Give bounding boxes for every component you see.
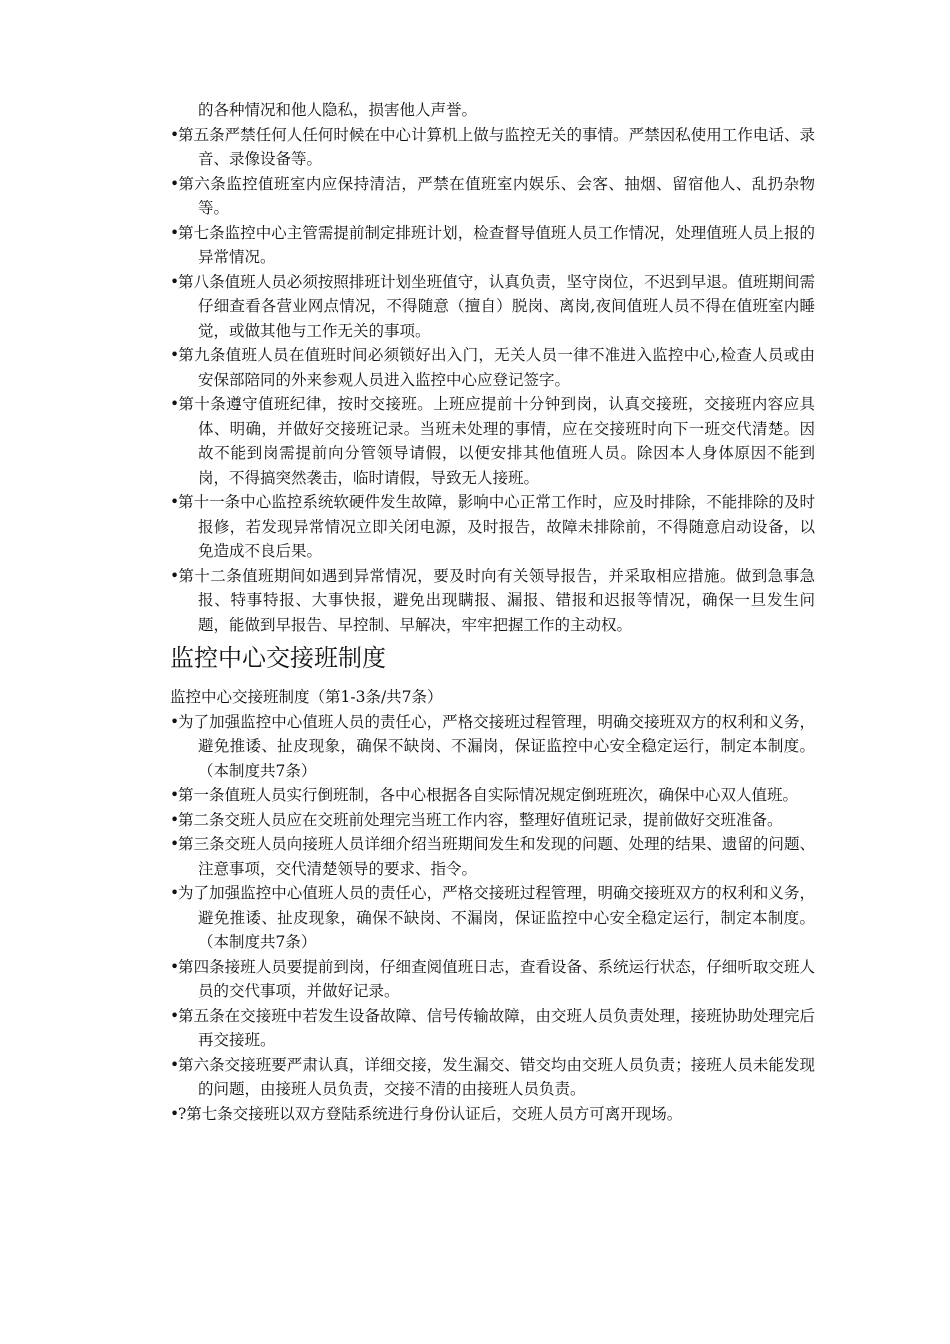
duty-rules-section bbox=[170, 98, 815, 637]
section-subheading: 监控中心交接班制度（第1-3条/共7条） bbox=[170, 688, 443, 706]
list-item bbox=[170, 783, 815, 808]
bullet-marker: • bbox=[170, 1104, 180, 1123]
list-item-text: 第五条严禁任何人任何时候在中心计算机上做与监控无关的事情。严禁因私使用工作电话、录音、录像设备等。 bbox=[178, 125, 815, 168]
bullet-marker: • bbox=[170, 174, 180, 193]
list-item-text: 为了加强监控中心值班人员的责任心，严格交接班过程管理，明确交接班双方的权利和义务，避免推诿、扯皮现象，确保不缺岗、不漏岗，保证监控中心安全稳定运行，制定本制度。（本制度共7条） bbox=[178, 712, 815, 780]
list-item bbox=[170, 955, 815, 1004]
bullet-marker: • bbox=[170, 884, 180, 902]
list-item-text: ?第七条交接班以双方登陆系统进行身份认证后，交班人员方可离开现场。 bbox=[178, 1104, 683, 1123]
bullet-marker: • bbox=[170, 1006, 180, 1025]
list-item bbox=[170, 270, 815, 344]
section-heading: 监控中心交接班制度 bbox=[170, 644, 386, 672]
list-item-text: 第六条监控值班室内应保持清洁，严禁在值班室内娱乐、会客、抽烟、留宿他人、乱扔杂物等。 bbox=[178, 174, 815, 217]
bullet-marker: • bbox=[170, 493, 180, 511]
list-item bbox=[170, 881, 815, 955]
document-page bbox=[170, 98, 815, 1126]
bullet-marker: • bbox=[170, 346, 180, 364]
list-item-text: 第十二条值班期间如遇到异常情况，要及时向有关领导报告，并采取相应措施。做到急事急报、特事特报、大事快报，避免出现瞒报、漏报、错报和迟报等情况，确保一旦发生问题，能做到早报告、早控制、早解决，牢牢把握工作的主动权。 bbox=[178, 566, 815, 634]
list-item bbox=[170, 392, 815, 490]
bullet-marker: • bbox=[170, 566, 180, 585]
list-item bbox=[170, 710, 815, 784]
list-item bbox=[170, 98, 815, 123]
list-item bbox=[170, 1053, 815, 1102]
list-item bbox=[170, 1102, 815, 1127]
list-item bbox=[170, 490, 815, 564]
list-item-text: 第六条交接班要严肃认真，详细交接，发生漏交、错交均由交班人员负责；接班人员未能发现的问题，由接班人员负责，交接不清的由接班人员负责。 bbox=[178, 1055, 815, 1098]
list-item bbox=[170, 832, 815, 881]
list-item bbox=[170, 343, 815, 392]
bullet-marker: • bbox=[170, 395, 180, 413]
handover-rules-section bbox=[170, 710, 815, 1127]
bullet-marker: • bbox=[170, 712, 180, 731]
list-item bbox=[170, 221, 815, 270]
bullet-marker: • bbox=[170, 957, 180, 976]
list-item-text: 第十一条中心监控系统软硬件发生故障，影响中心正常工作时，应及时排除，不能排除的及时报修，若发现异常情况立即关闭电源，及时报告，故障未排除前，不得随意启动设备，以免造成不良后果。 bbox=[178, 493, 815, 560]
list-item bbox=[170, 172, 815, 221]
list-item bbox=[170, 564, 815, 638]
list-item-text: 第八条值班人员必须按照排班计划坐班值守，认真负责，坚守岗位，不迟到早退。值班期间需仔细查看各营业网点情况，不得随意（擅自）脱岗、离岗,夜间值班人员不得在值班室内睡觉，或做其他与工作无关的事项。 bbox=[178, 272, 815, 340]
bullet-marker: • bbox=[170, 125, 180, 144]
bullet-marker: • bbox=[170, 272, 180, 291]
list-item-text: 第十条遵守值班纪律，按时交接班。上班应提前十分钟到岗，认真交接班，交接班内容应具体、明确，并做好交接班记录。当班未处理的事情，应在交接班时向下一班交代清楚。因故不能到岗需提前向分管领导请假，以便安排其他值班人员。除因本人身体原因不能到岗，不得搞突然袭击，临时请假，导致无人接班。 bbox=[178, 395, 815, 487]
list-item-text: 第七条监控中心主管需提前制定排班计划，检查督导值班人员工作情况，处理值班人员上报的异常情况。 bbox=[178, 223, 815, 266]
list-item bbox=[170, 1004, 815, 1053]
bullet-marker: • bbox=[170, 223, 180, 242]
list-item-text: 第五条在交接班中若发生设备故障、信号传输故障，由交班人员负责处理，接班协助处理完后再交接班。 bbox=[178, 1006, 815, 1049]
bullet-marker: • bbox=[170, 835, 180, 853]
list-item bbox=[170, 123, 815, 172]
list-item-text: 的各种情况和他人隐私，损害他人声誉。 bbox=[198, 101, 478, 119]
list-item-text: 第一条值班人员实行倒班制，各中心根据各自实际情况规定倒班班次，确保中心双人值班。 bbox=[178, 786, 799, 804]
list-item-text: 为了加强监控中心值班人员的责任心，严格交接班过程管理，明确交接班双方的权利和义务，避免推诿、扯皮现象，确保不缺岗、不漏岗，保证监控中心安全稳定运行，制定本制度。（本制度共7条） bbox=[178, 884, 815, 951]
bullet-marker: • bbox=[170, 810, 180, 829]
list-item bbox=[170, 808, 815, 833]
list-item-text: 第三条交班人员向接班人员详细介绍当班期间发生和发现的问题、处理的结果、遗留的问题、注意事项，交代清楚领导的要求、指令。 bbox=[178, 835, 815, 878]
bullet-marker: • bbox=[170, 786, 180, 804]
list-item-text: 第二条交班人员应在交班前处理完当班工作内容，整理好值班记录，提前做好交班准备。 bbox=[178, 810, 783, 829]
list-item-text: 第四条接班人员要提前到岗，仔细查阅值班日志，查看设备、系统运行状态，仔细听取交班人员的交代事项，并做好记录。 bbox=[178, 957, 815, 1000]
list-item-text: 第九条值班人员在值班时间必须锁好出入门，无关人员一律不准进入监控中心,检查人员或由安保部陪同的外来参观人员进入监控中心应登记签字。 bbox=[178, 346, 815, 389]
bullet-marker: • bbox=[170, 1055, 180, 1074]
